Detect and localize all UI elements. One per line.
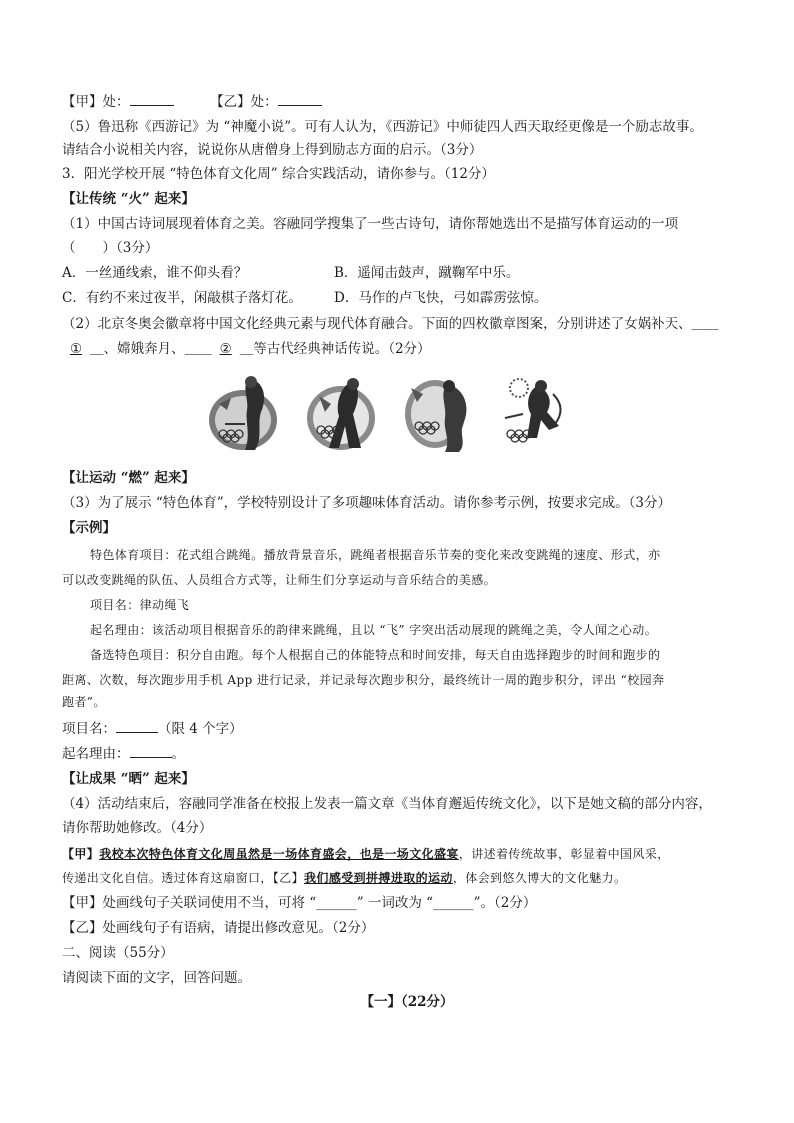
item-name-note: （限 4 个字） — [158, 721, 243, 737]
badge-image-houyi — [497, 368, 579, 454]
draft-text-3: ，体会到悠久博大的文化魅力。 — [452, 871, 627, 885]
draft-underlined-2: 我们感受到拼搏进取的运动 — [304, 871, 453, 885]
q2-text-mid: ＿、嫦娥奔月、＿＿ — [90, 341, 212, 357]
yi-blank[interactable] — [278, 105, 322, 106]
q2-line2 — [62, 339, 752, 359]
example-line1: 特色体育项目：花式组合跳绳。播放背景音乐，跳绳者根据音乐节奏的变化来改变跳绳的速度、形式，亦 — [90, 548, 661, 562]
draft-jia-marker: 【甲】 — [62, 847, 100, 861]
badge-image-kuafu — [301, 368, 383, 454]
q5-line2: 请结合小说相关内容，说说你从唐僧身上得到励志方面的启示。（3分） — [62, 142, 483, 158]
draft-line1 — [62, 844, 752, 864]
jia-label: 【甲】处： — [62, 94, 130, 110]
badge-images — [205, 368, 575, 458]
q4-part-a: 【甲】处画线句子关联词使用不当，可将 “______” 一词改为 “______”。（2分） — [62, 895, 537, 911]
reason-input[interactable] — [130, 757, 172, 758]
example-alt-line3: 跑者”。 — [62, 695, 106, 709]
item-name-row — [62, 719, 752, 739]
option-b: B．遥闻击鼓声，蹴鞠军中乐。 — [334, 265, 520, 281]
q4-line2: 请你帮助她修改。（4分） — [62, 820, 213, 836]
section-sports-title: 【让运动 “燃” 起来】 — [62, 470, 195, 486]
part2-instruction: 请阅读下面的文字，回答问题。 — [62, 970, 251, 986]
q1-line2: （ ）（3分） — [62, 240, 159, 256]
q2-text-end: ＿等古代经典神话传说。（2分） — [239, 341, 431, 357]
example-reason: 起名理由：该活动项目根据音乐的韵律来跳绳，且以 “飞” 字突出活动展现的跳绳之美，令人闻之心动。 — [90, 623, 658, 637]
section-tradition-title: 【让传统 “火” 起来】 — [62, 191, 195, 207]
q4-part-b: 【乙】处画线句子有语病，请提出修改意见。（2分） — [62, 920, 375, 936]
example-item-name: 项目名：律动绳飞 — [90, 598, 190, 612]
item-name-label: 项目名： — [62, 721, 116, 737]
badge-image-change — [401, 368, 483, 454]
example-line2: 可以改变跳绳的队伍、人员组合方式等，让师生们分享运动与音乐结合的美感。 — [62, 573, 497, 587]
example-alt-line1: 备选特色项目：积分自由跑。每个人根据自己的体能特点和时间安排，每天自由选择跑步的时间和跑步的 — [90, 648, 661, 662]
q4-line1: （4）活动结束后，容融同学准备在校报上发表一篇文章《当体育邂逅传统文化》，以下是她文稿的部分内容， — [62, 796, 712, 812]
draft-line2 — [62, 868, 752, 888]
option-a: A．一丝通线索，谁不仰头看？ — [62, 265, 248, 281]
section-results-title: 【让成果 “晒” 起来】 — [62, 771, 195, 787]
example-label: 【示例】 — [62, 520, 116, 536]
option-d: D．马作的卢飞快，弓如霹雳弦惊。 — [334, 290, 548, 306]
draft-text-1: ，讲述着传统故事，彰显着中国风采， — [458, 847, 670, 861]
draft-text-2: 传递出文化自信。透过体育这扇窗口，【乙】 — [62, 871, 305, 885]
q2-line1: （2）北京冬奥会徽章将中国文化经典元素与现代体育融合。下面的四枚徽章图案，分别讲述了女娲补天、＿＿ — [62, 316, 719, 332]
q3-title: 3．阳光学校开展 “特色体育文化周” 综合实践活动，请你参与。（12分） — [62, 166, 495, 182]
q3-sub-line: （3）为了展示 “特色体育”，学校特别设计了多项趣味体育活动。请你参考示例，按要求完成。（3分） — [62, 495, 672, 511]
reason-row — [62, 744, 752, 764]
yi-label: 【乙】处： — [210, 94, 278, 110]
answer-blanks-line — [62, 92, 752, 112]
draft-underlined-1: 我校本次特色体育文化周虽然是一场体育盛会，也是一场文化盛宴 — [99, 847, 459, 861]
options-ab — [62, 263, 752, 283]
reason-label: 起名理由： — [62, 746, 130, 762]
option-c: C．有约不来过夜半，闲敲棋子落灯花。 — [62, 290, 302, 306]
item-name-input[interactable] — [116, 732, 158, 733]
part2-title: 二、阅读（55分） — [62, 945, 174, 961]
options-cd — [62, 288, 752, 308]
q5-line1: （5）鲁迅称《西游记》为 “神魔小说”。可有人认为，《西游记》中师徒四人西天取经更像是一个励志故事。 — [62, 119, 703, 135]
badge-image-nvwa — [205, 368, 287, 454]
jia-blank[interactable] — [130, 105, 174, 106]
reason-end: 。 — [171, 746, 185, 762]
q1-line1: （1）中国古诗词展现着体育之美。容融同学搜集了一些古诗句，请你帮她选出不是描写体育运动的一项 — [62, 216, 679, 232]
blank-2-marker: ② — [219, 341, 232, 357]
blank-1-marker: ① — [70, 341, 83, 357]
section-one-title: 【一】（22分） — [360, 994, 454, 1010]
example-alt-line2: 距离、次数，每次跑步用手机 App 进行记录，并记录每次跑步积分，最终统计一周的跑步积分，评出 “校园奔 — [62, 673, 665, 687]
